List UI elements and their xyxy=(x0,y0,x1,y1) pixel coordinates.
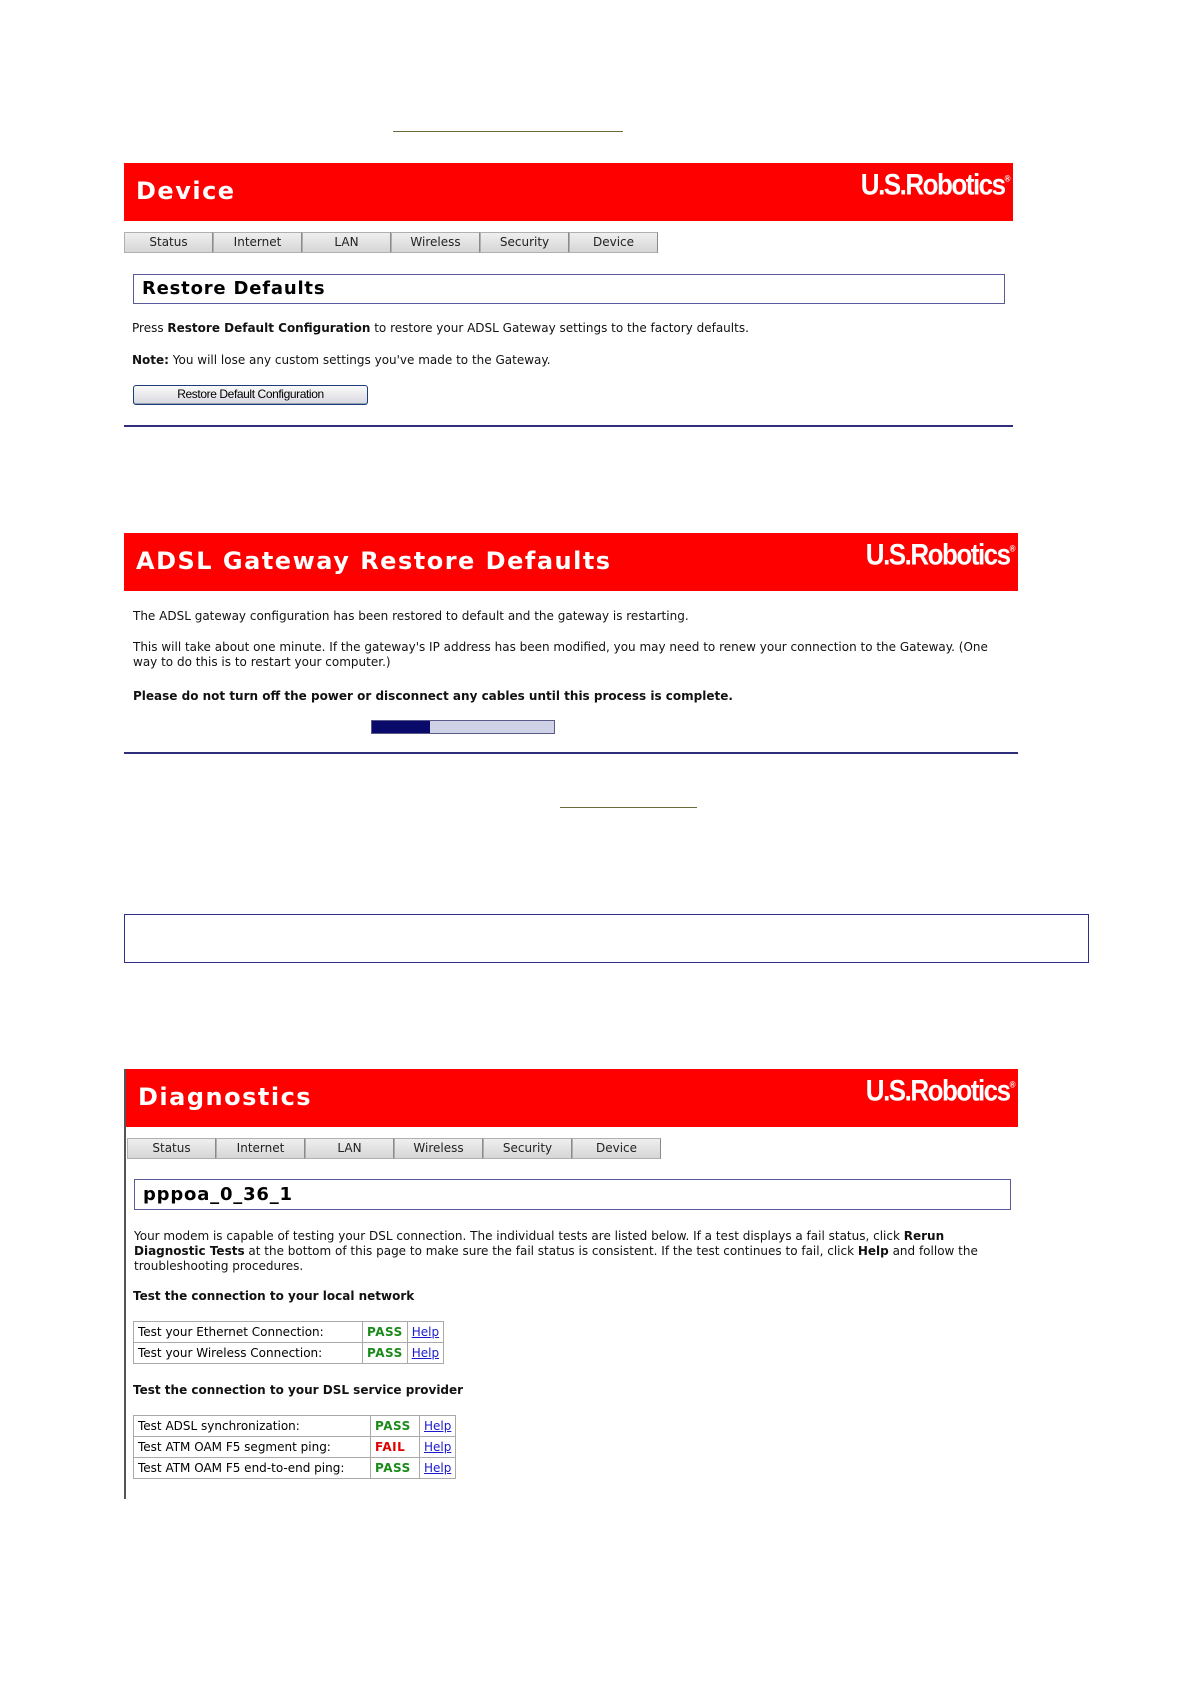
brand-logo: U.S.Robotics® xyxy=(860,166,1009,202)
restore-status-message: The ADSL gateway configuration has been restored to default and the gateway is restarting. xyxy=(133,609,689,623)
dsl-provider-tests-table xyxy=(133,1415,456,1479)
test-status-badge: PASS xyxy=(371,1458,420,1479)
tab-internet[interactable]: Internet xyxy=(216,1138,305,1159)
test-label: Test ATM OAM F5 segment ping: xyxy=(134,1437,371,1458)
panel-bottom-rule xyxy=(124,752,1018,754)
help-cell xyxy=(407,1322,443,1343)
tab-wireless[interactable]: Wireless xyxy=(394,1138,483,1159)
tab-status[interactable]: Status xyxy=(124,232,213,253)
tab-lan[interactable]: LAN xyxy=(302,232,391,253)
test-label: Test your Ethernet Connection: xyxy=(134,1322,363,1343)
test-status-badge: PASS xyxy=(371,1416,420,1437)
help-link[interactable]: Help xyxy=(411,1346,440,1360)
dsl-provider-heading: Test the connection to your DSL service provider xyxy=(133,1383,464,1397)
page-title: ADSL Gateway Restore Defaults xyxy=(136,547,612,575)
test-label: Test your Wireless Connection: xyxy=(134,1343,363,1364)
brand-logo: U.S.Robotics® xyxy=(865,1072,1014,1108)
test-label: Test ATM OAM F5 end-to-end ping: xyxy=(134,1458,371,1479)
panel-left-rule xyxy=(124,1069,126,1499)
tab-wireless[interactable]: Wireless xyxy=(391,232,480,253)
nav-tabs xyxy=(127,1138,661,1159)
help-link[interactable]: Help xyxy=(424,1461,452,1475)
nav-tabs xyxy=(124,232,658,253)
brand-logo: U.S.Robotics® xyxy=(865,536,1014,572)
local-network-heading: Test the connection to your local network xyxy=(133,1289,415,1303)
local-network-tests-table xyxy=(133,1321,444,1364)
tab-internet[interactable]: Internet xyxy=(213,232,302,253)
test-label: Test ADSL synchronization: xyxy=(134,1416,371,1437)
test-status-badge: PASS xyxy=(363,1322,408,1343)
document-divider-line xyxy=(393,131,623,132)
page-title: Device xyxy=(136,177,236,205)
tab-device[interactable]: Device xyxy=(572,1138,661,1159)
diagnostics-intro: Your modem is capable of testing your DSL connection. The individual tests are listed below. If a test displays a fail status, click Rerun Diagnostic Tests at the bottom of this page to make sure the fail status is consistent. If the test continues to fail, click Help and follow the troubleshooting procedures. xyxy=(134,1229,978,1273)
progress-fill xyxy=(372,721,430,733)
restore-note: Note: You will lose any custom settings you've made to the Gateway. xyxy=(132,353,551,367)
tab-status[interactable]: Status xyxy=(127,1138,216,1159)
registered-mark-icon: ® xyxy=(1009,1079,1014,1090)
power-warning: Please do not turn off the power or disconnect any cables until this process is complete. xyxy=(133,689,733,703)
panel-header xyxy=(126,1069,1018,1127)
table-row xyxy=(134,1416,456,1437)
panel-bottom-rule xyxy=(124,425,1013,427)
help-cell xyxy=(420,1458,456,1479)
connection-name: pppoa_0_36_1 xyxy=(134,1179,1011,1210)
table-row xyxy=(134,1458,456,1479)
table-row xyxy=(134,1343,444,1364)
panel-header xyxy=(124,163,1013,221)
empty-frame xyxy=(124,914,1089,963)
tab-security[interactable]: Security xyxy=(483,1138,572,1159)
help-cell xyxy=(420,1437,456,1458)
tab-security[interactable]: Security xyxy=(480,232,569,253)
table-row xyxy=(134,1437,456,1458)
restore-default-button[interactable]: Restore Default Configuration xyxy=(133,385,368,405)
test-status-badge: PASS xyxy=(363,1343,408,1364)
panel-header xyxy=(124,533,1018,591)
table-row xyxy=(134,1322,444,1343)
test-status-badge: FAIL xyxy=(371,1437,420,1458)
restart-progress-bar xyxy=(371,720,555,734)
registered-mark-icon: ® xyxy=(1009,543,1014,554)
device-panel xyxy=(124,163,1013,428)
page-title: Diagnostics xyxy=(138,1083,313,1111)
section-title: Restore Defaults xyxy=(133,274,1005,304)
registered-mark-icon: ® xyxy=(1004,173,1009,184)
help-link[interactable]: Help xyxy=(424,1419,452,1433)
tab-device[interactable]: Device xyxy=(569,232,658,253)
restore-panel xyxy=(124,533,1018,755)
diagnostics-panel xyxy=(124,1069,1018,1499)
help-link[interactable]: Help xyxy=(424,1440,452,1454)
tab-lan[interactable]: LAN xyxy=(305,1138,394,1159)
restore-instructions: Press Restore Default Configuration to restore your ADSL Gateway settings to the factory defaults. xyxy=(132,321,749,335)
help-cell xyxy=(420,1416,456,1437)
restart-info-message: This will take about one minute. If the gateway's IP address has been modified, you may need to renew your connection to the Gateway. (One way to do this is to restart your computer.) xyxy=(133,640,988,669)
help-cell xyxy=(407,1343,443,1364)
help-link[interactable]: Help xyxy=(411,1325,440,1339)
document-divider-line xyxy=(560,807,697,808)
